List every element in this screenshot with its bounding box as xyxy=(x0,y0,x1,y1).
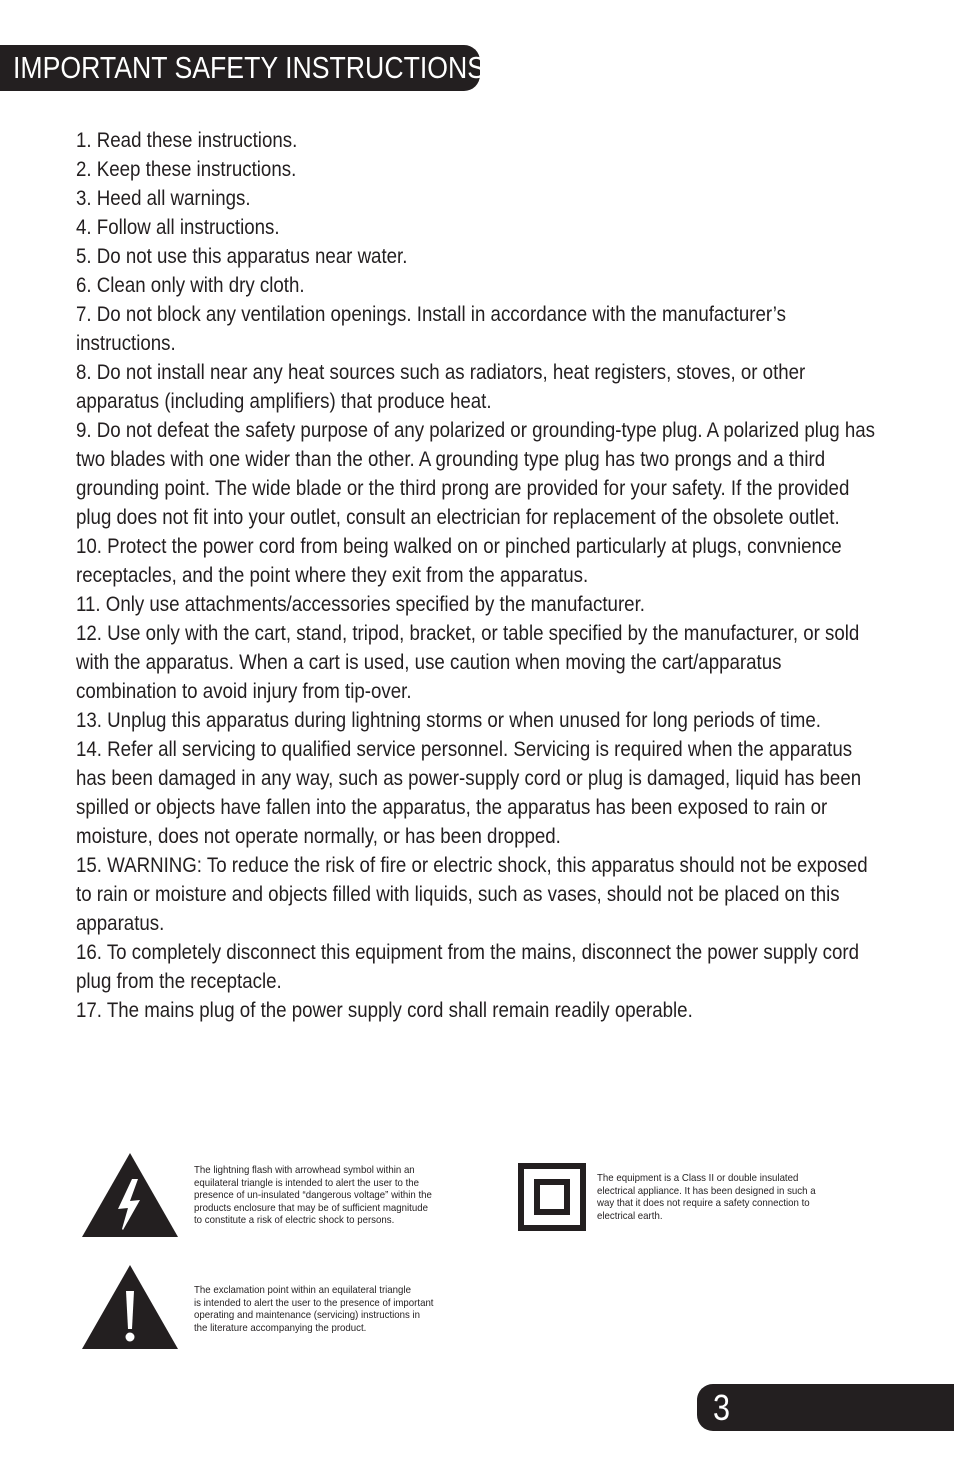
exclamation-symbol-description xyxy=(194,1284,434,1334)
exclamation-warning-icon xyxy=(82,1265,178,1349)
list-item: 10. Protect the power cord from being walked on or pinched particularly at plugs, convnience receptacles, and the point where they exit from the apparatus. xyxy=(76,535,842,587)
list-item: 8. Do not install near any heat sources such as radiators, heat registers, stoves, or other apparatus (including amplifiers) that produce heat. xyxy=(76,361,806,413)
list-item: 12. Use only with the cart, stand, tripod, bracket, or table specified by the manufacturer, or sold with the apparatus. When a cart is used, use caution when moving the cart/apparatus combination to avoid injury from tip-over. xyxy=(76,622,860,703)
list-item: 2. Keep these instructions. xyxy=(76,158,297,181)
lightning-symbol-description xyxy=(194,1164,432,1227)
list-item: 15. WARNING: To reduce the risk of fire or electric shock, this apparatus should not be exposed to rain or moisture and objects filled with liquids, such as vases, should not be placed on this apparatus. xyxy=(76,854,868,935)
page-title: IMPORTANT SAFETY INSTRUCTIONS xyxy=(13,50,486,85)
list-item: 3. Heed all warnings. xyxy=(76,187,251,210)
description-line: The exclamation point within an equilateral triangle xyxy=(194,1284,411,1296)
double-insulation-icon xyxy=(518,1163,586,1231)
list-item: 4. Follow all instructions. xyxy=(76,216,280,239)
description-line: the literature accompanying the product. xyxy=(194,1321,367,1334)
list-item: 11. Only use attachments/accessories specified by the manufacturer. xyxy=(76,593,645,616)
list-item: 16. To completely disconnect this equipment from the mains, disconnect the power supply cord plug from the receptacle. xyxy=(76,941,859,993)
page-number: 3 xyxy=(713,1387,731,1428)
description-line: electrical earth. xyxy=(597,1209,663,1222)
list-item: 7. Do not block any ventilation openings. Install in accordance with the manufacturer’s instructions. xyxy=(76,303,786,355)
list-item: 5. Do not use this apparatus near water. xyxy=(76,245,408,268)
description-line: is intended to alert the user to the presence of important xyxy=(194,1296,434,1309)
list-item: 6. Clean only with dry cloth. xyxy=(76,274,305,297)
description-line: The equipment is a Class II or double insulated xyxy=(597,1172,799,1184)
description-line: electrical appliance. It has been designed in such a xyxy=(597,1184,816,1197)
description-line: presence of un-insulated “dangerous voltage” within the xyxy=(194,1189,432,1201)
list-item: 9. Do not defeat the safety purpose of any polarized or grounding-type plug. A polarized plug has two blades with one wider than the other. A grounding type plug has two prongs and a third grounding point. The wide blade or the third prong are provided for your safety. If the provided plug does not fit into your outlet, consult an electrician for replacement of the obsolete outlet. xyxy=(76,419,876,529)
lightning-warning-icon xyxy=(82,1153,178,1237)
list-item: 17. The mains plug of the power supply cord shall remain readily operable. xyxy=(76,999,693,1022)
list-item: 14. Refer all servicing to qualified service personnel. Servicing is required when the apparatus has been damaged in any way, such as power-supply cord or plug is damaged, liquid has been spilled or objects have fallen into the apparatus, the apparatus has been exposed to rain or moisture, does not operate normally, or has been dropped. xyxy=(76,738,862,848)
description-line: operating and maintenance (servicing) instructions in xyxy=(194,1309,421,1321)
page-number-tab xyxy=(697,1384,954,1431)
section-header-bar xyxy=(0,45,486,91)
list-item: 1. Read these instructions. xyxy=(76,129,298,152)
description-line: to constitute a risk of electric shock to persons. xyxy=(194,1214,395,1226)
description-line: The lightning flash with arrowhead symbol within an xyxy=(194,1164,415,1176)
safety-instructions-list xyxy=(76,126,876,1025)
list-item: 13. Unplug this apparatus during lightning storms or when unused for long periods of time. xyxy=(76,709,821,732)
class-ii-description xyxy=(597,1172,816,1222)
description-line: products enclosure that may be of sufficient magnitude xyxy=(194,1201,428,1214)
description-line: equilateral triangle is intended to alert the user to the xyxy=(194,1176,420,1189)
description-line: way that it does not require a safety connection to xyxy=(597,1197,810,1209)
